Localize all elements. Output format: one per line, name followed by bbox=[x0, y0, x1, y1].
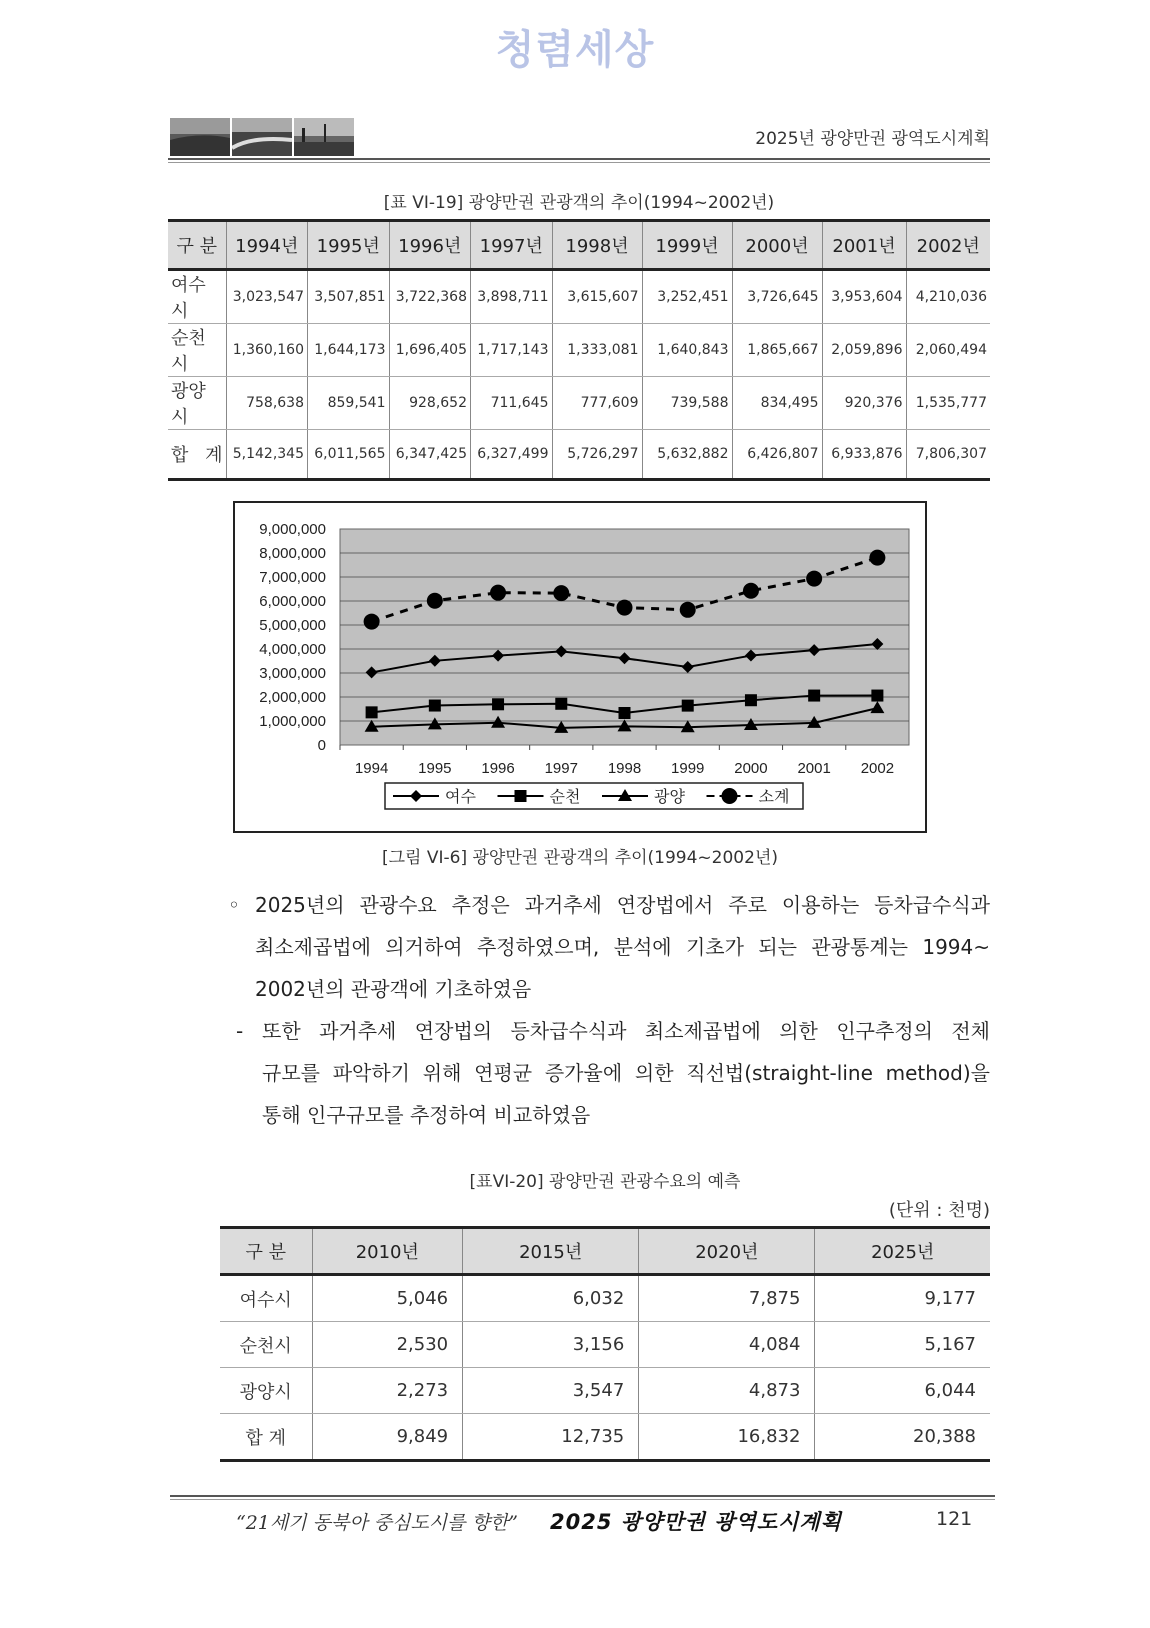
page-number: 121 bbox=[936, 1508, 973, 1530]
document-title: 2025년 광양만권 광역도시계획 bbox=[755, 129, 990, 149]
footer-rule-thin bbox=[170, 1499, 995, 1500]
dash-marker: - bbox=[236, 1019, 244, 1043]
x-tick-label: 1999 bbox=[671, 760, 705, 777]
table-cell: 20,388 bbox=[815, 1414, 990, 1461]
data-point-square bbox=[682, 700, 694, 712]
table-cell: 2,273 bbox=[312, 1368, 463, 1414]
table-cell: 3,023,547 bbox=[226, 270, 308, 324]
paragraph-1-line: 2025년의 관광수요 추정은 과거추세 연장법에서 주로 이용하는 등차급수식과 bbox=[255, 893, 990, 917]
table-cell: 9,849 bbox=[312, 1414, 463, 1461]
y-tick-label: 8,000,000 bbox=[259, 545, 326, 562]
table-cell: 5,726,297 bbox=[552, 430, 642, 480]
visitor-trend-table bbox=[168, 219, 990, 481]
table-cell: 7,806,307 bbox=[906, 430, 990, 480]
table-cell: 928,652 bbox=[389, 377, 471, 430]
table-cell: 5,167 bbox=[815, 1322, 990, 1368]
table-cell: 3,507,851 bbox=[308, 270, 390, 324]
table-cell: 6,347,425 bbox=[389, 430, 471, 480]
legend-marker bbox=[722, 788, 738, 804]
row-label: 광양시 bbox=[220, 1368, 312, 1414]
column-header: 1997년 bbox=[471, 221, 553, 270]
y-tick-label: 6,000,000 bbox=[259, 593, 326, 610]
y-tick-label: 1,000,000 bbox=[259, 713, 326, 730]
column-header: 2020년 bbox=[639, 1228, 815, 1275]
table-cell: 1,640,843 bbox=[642, 324, 732, 377]
table-row bbox=[168, 430, 990, 480]
table-cell: 3,898,711 bbox=[471, 270, 553, 324]
row-label: 여수시 bbox=[220, 1275, 312, 1322]
paragraph-2 bbox=[262, 1010, 990, 1136]
legend-label: 순천 bbox=[549, 787, 581, 806]
legend-marker bbox=[515, 790, 527, 802]
data-point-square bbox=[619, 707, 631, 719]
row-label: 순천시 bbox=[168, 324, 226, 377]
data-point-circle bbox=[553, 585, 569, 601]
footer-title: 2025 광양만권 광역도시계획 bbox=[550, 1510, 842, 1534]
table-cell: 1,535,777 bbox=[906, 377, 990, 430]
table-cell: 1,333,081 bbox=[552, 324, 642, 377]
legend-label: 광양 bbox=[654, 787, 685, 806]
table-cell: 9,177 bbox=[815, 1275, 990, 1322]
table-cell: 3,615,607 bbox=[552, 270, 642, 324]
y-tick-label: 4,000,000 bbox=[259, 641, 326, 658]
data-point-square bbox=[745, 694, 757, 706]
row-label: 순천시 bbox=[220, 1322, 312, 1368]
y-tick-label: 0 bbox=[317, 737, 326, 754]
paragraph-1-line: 최소제곱법에 의거하여 추정하였으며, 분석에 기초가 되는 관광통계는 1994~ bbox=[255, 935, 990, 959]
table-cell: 6,032 bbox=[463, 1275, 639, 1322]
column-header: 1995년 bbox=[308, 221, 390, 270]
data-point-circle bbox=[617, 600, 633, 616]
x-tick-label: 2001 bbox=[797, 760, 831, 777]
column-header: 2015년 bbox=[463, 1228, 639, 1275]
legend-label: 소계 bbox=[758, 787, 790, 806]
x-tick-label: 1998 bbox=[607, 760, 642, 777]
x-tick-label: 1994 bbox=[354, 760, 389, 777]
column-header: 구 분 bbox=[220, 1228, 312, 1275]
data-point-circle bbox=[427, 593, 443, 609]
bullet-marker: ◦ bbox=[228, 893, 240, 917]
table-row bbox=[168, 324, 990, 377]
data-point-circle bbox=[743, 583, 759, 599]
table-cell: 3,252,451 bbox=[642, 270, 732, 324]
column-header: 2025년 bbox=[815, 1228, 990, 1275]
y-tick-label: 9,000,000 bbox=[259, 521, 326, 538]
unit-label: (단위 : 천명) bbox=[888, 1200, 990, 1221]
table-row bbox=[168, 377, 990, 430]
y-tick-label: 2,000,000 bbox=[259, 689, 326, 706]
table-cell: 6,011,565 bbox=[308, 430, 390, 480]
data-point-circle bbox=[806, 571, 822, 587]
paragraph-2-line: 또한 과거추세 연장법의 등차급수식과 최소제곱법에 의한 인구추정의 전체 bbox=[262, 1019, 990, 1043]
column-header: 2000년 bbox=[732, 221, 822, 270]
data-point-square bbox=[429, 700, 441, 712]
x-tick-label: 2000 bbox=[734, 760, 768, 777]
table-row bbox=[220, 1275, 990, 1322]
footer-rule bbox=[170, 1495, 995, 1497]
table-cell: 6,044 bbox=[815, 1368, 990, 1414]
header-rule-thin bbox=[168, 162, 990, 163]
row-label: 합 계 bbox=[220, 1414, 312, 1461]
paragraph-2-line: 규모를 파악하기 위해 연평균 증가율에 의한 직선법(straight-line method)을 bbox=[262, 1061, 990, 1085]
table-cell: 834,495 bbox=[732, 377, 822, 430]
column-header: 2010년 bbox=[312, 1228, 463, 1275]
table-cell: 711,645 bbox=[471, 377, 553, 430]
table-cell: 1,644,173 bbox=[308, 324, 390, 377]
header-photos bbox=[170, 118, 354, 156]
column-header: 2002년 bbox=[906, 221, 990, 270]
table-header-row bbox=[168, 221, 990, 270]
table-cell: 4,210,036 bbox=[906, 270, 990, 324]
table-row bbox=[220, 1322, 990, 1368]
column-header: 1996년 bbox=[389, 221, 471, 270]
table2-caption: [표VI-20] 광양만권 관광수요의 예측 bbox=[469, 1172, 741, 1192]
row-label: 합 계 bbox=[168, 430, 226, 480]
row-label: 여수시 bbox=[168, 270, 226, 324]
x-tick-label: 1996 bbox=[481, 760, 515, 777]
paragraph-1-line: 2002년의 관광객에 기초하였음 bbox=[255, 977, 532, 1001]
data-point-square bbox=[808, 690, 820, 702]
data-point-square bbox=[555, 698, 567, 710]
table-cell: 3,726,645 bbox=[732, 270, 822, 324]
column-header: 2001년 bbox=[822, 221, 906, 270]
table-cell: 16,832 bbox=[639, 1414, 815, 1461]
table-cell: 4,084 bbox=[639, 1322, 815, 1368]
table-cell: 6,327,499 bbox=[471, 430, 553, 480]
table-cell: 1,696,405 bbox=[389, 324, 471, 377]
table-cell: 6,426,807 bbox=[732, 430, 822, 480]
data-point-circle bbox=[680, 602, 696, 618]
table-cell: 2,059,896 bbox=[822, 324, 906, 377]
x-tick-label: 2002 bbox=[860, 760, 895, 777]
table-cell: 1,717,143 bbox=[471, 324, 553, 377]
visitor-trend-chart bbox=[233, 501, 927, 833]
x-tick-label: 1995 bbox=[418, 760, 452, 777]
table-row bbox=[220, 1414, 990, 1461]
landscape-photo-1 bbox=[170, 118, 230, 156]
landscape-photo-2 bbox=[232, 118, 292, 156]
y-tick-label: 3,000,000 bbox=[259, 665, 326, 682]
chart-svg bbox=[235, 503, 925, 831]
column-header: 구 분 bbox=[168, 221, 226, 270]
landscape-photo-3 bbox=[294, 118, 354, 156]
table-row bbox=[168, 270, 990, 324]
table-row bbox=[220, 1368, 990, 1414]
table-cell: 777,609 bbox=[552, 377, 642, 430]
table-cell: 3,953,604 bbox=[822, 270, 906, 324]
y-tick-label: 5,000,000 bbox=[259, 617, 326, 634]
table-cell: 758,638 bbox=[226, 377, 308, 430]
row-label: 광양시 bbox=[168, 377, 226, 430]
table-cell: 1,865,667 bbox=[732, 324, 822, 377]
x-tick-label: 1997 bbox=[544, 760, 578, 777]
table-cell: 2,060,494 bbox=[906, 324, 990, 377]
data-point-circle bbox=[490, 585, 506, 601]
table1-caption: [표 VI-19] 광양만권 관광객의 추이(1994~2002년) bbox=[383, 193, 775, 213]
table-cell: 739,588 bbox=[642, 377, 732, 430]
data-point-square bbox=[871, 690, 883, 702]
table-cell: 3,547 bbox=[463, 1368, 639, 1414]
column-header: 1994년 bbox=[226, 221, 308, 270]
table-cell: 3,156 bbox=[463, 1322, 639, 1368]
column-header: 1998년 bbox=[552, 221, 642, 270]
table-cell: 7,875 bbox=[639, 1275, 815, 1322]
data-point-square bbox=[366, 706, 378, 718]
legend-label: 여수 bbox=[445, 787, 476, 806]
table-header-row bbox=[220, 1228, 990, 1275]
table-cell: 2,530 bbox=[312, 1322, 463, 1368]
header-rule bbox=[168, 158, 990, 160]
data-point-square bbox=[492, 698, 504, 710]
table-cell: 3,722,368 bbox=[389, 270, 471, 324]
footer-slogan: “21세기 동북아 중심도시를 향한” bbox=[236, 1512, 518, 1534]
table-cell: 859,541 bbox=[308, 377, 390, 430]
table-cell: 5,632,882 bbox=[642, 430, 732, 480]
table-cell: 4,873 bbox=[639, 1368, 815, 1414]
figure-caption: [그림 VI-6] 광양만권 관광객의 추이(1994~2002년) bbox=[382, 848, 778, 868]
paragraph-2-line: 통해 인구규모를 추정하여 비교하였음 bbox=[262, 1103, 591, 1127]
table-cell: 6,933,876 bbox=[822, 430, 906, 480]
logo: 청렴세상 bbox=[495, 27, 655, 73]
paragraph-1 bbox=[255, 884, 990, 1010]
table-cell: 5,142,345 bbox=[226, 430, 308, 480]
y-tick-label: 7,000,000 bbox=[259, 569, 326, 586]
demand-forecast-table bbox=[220, 1226, 990, 1462]
table-cell: 5,046 bbox=[312, 1275, 463, 1322]
table-cell: 1,360,160 bbox=[226, 324, 308, 377]
data-point-circle bbox=[869, 550, 885, 566]
column-header: 1999년 bbox=[642, 221, 732, 270]
data-point-circle bbox=[364, 614, 380, 630]
table-cell: 920,376 bbox=[822, 377, 906, 430]
table-cell: 12,735 bbox=[463, 1414, 639, 1461]
